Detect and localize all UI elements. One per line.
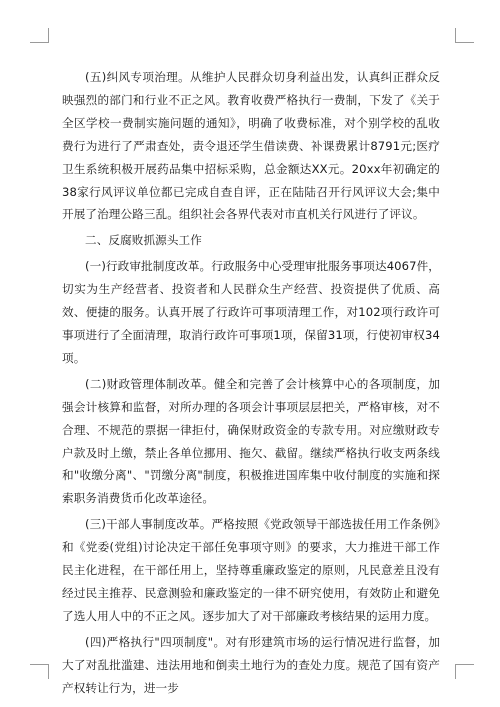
section-heading: 二、反腐败抓源头工作 bbox=[85, 233, 202, 248]
crop-mark-bottom-left bbox=[30, 664, 49, 679]
document-body bbox=[62, 66, 440, 702]
paragraph-finance-reform: (二)财政管理体制改革。健全和完善了会计核算中心的各项制度，加强会计核算和监督，对所办理的各项会计事项层层把关，严格审核，对不合理、不规范的票据一律拒付，确保财政资金的专款专用。对应缴财政专户款及时上缴，禁止各单位挪用、拖欠、截留。继续严格执行收支两条线和"收缴分离"、"罚缴分离"制度，积极推进国库集中收付制度的实施和探索职务消费货币化改革途径。 bbox=[62, 376, 440, 506]
paragraph-admin-approval: (一)行政审批制度改革。行政服务中心受理审批服务事项达4067件，切实为生产经营者、投资者和人民群众生产经营、投资提供了优质、高效、便捷的服务。认真开展了行政许可事项清理工作，对102项行政许可事项进行了全面清理，取消行政许可事项1项，保留31项，行使初审权34项。 bbox=[62, 259, 440, 365]
paragraph-rectification: (五)纠风专项治理。从维护人民群众切身利益出发，认真纠正群众反映强烈的部门和行业不正之风。教育收费严格执行一费制，下发了《关于全区学校一费制实施问题的通知》，明确了收费标准，对个别学校的乱收费行为进行了严肃查处，责令退还学生借读费、补课费累计8791元;医疗卫生系统积极开展药品集中招标采购，总金额达XX元。20xx年初确定的38家行风评议单位都已完成自查自评，正在陆陆召开行风评议大会;集中开展了治理公路三乱。组织社会各界代表对市直机关行风进行了评议。 bbox=[62, 70, 440, 222]
crop-mark-bottom-right bbox=[455, 664, 474, 679]
crop-mark-top-left bbox=[30, 28, 49, 43]
paragraph-personnel-reform: (三)干部人事制度改革。严格按照《党政领导干部选拔任用工作条例》和《党委(党组)讨论决定干部任免事项守则》的要求，大力推进干部工作民主化进程，在干部任用上，坚持尊重廉政鉴定的原则，凡民意差且没有经过民主推荐、民意测验和廉政鉴定的一律不研究使用，有效防止和避免了选人用人中的不正之风。逐步加大了对干部廉政考核结果的运用力度。 bbox=[62, 517, 440, 623]
paragraph-four-systems: (四)严格执行"四项制度"。对有形建筑市场的运行情况进行监督，加大了对乱批滥建、违法用地和倒卖土地行为的查处力度。规范了国有资产产权转让行为，进一步 bbox=[62, 634, 440, 695]
crop-mark-top-right bbox=[455, 28, 474, 43]
